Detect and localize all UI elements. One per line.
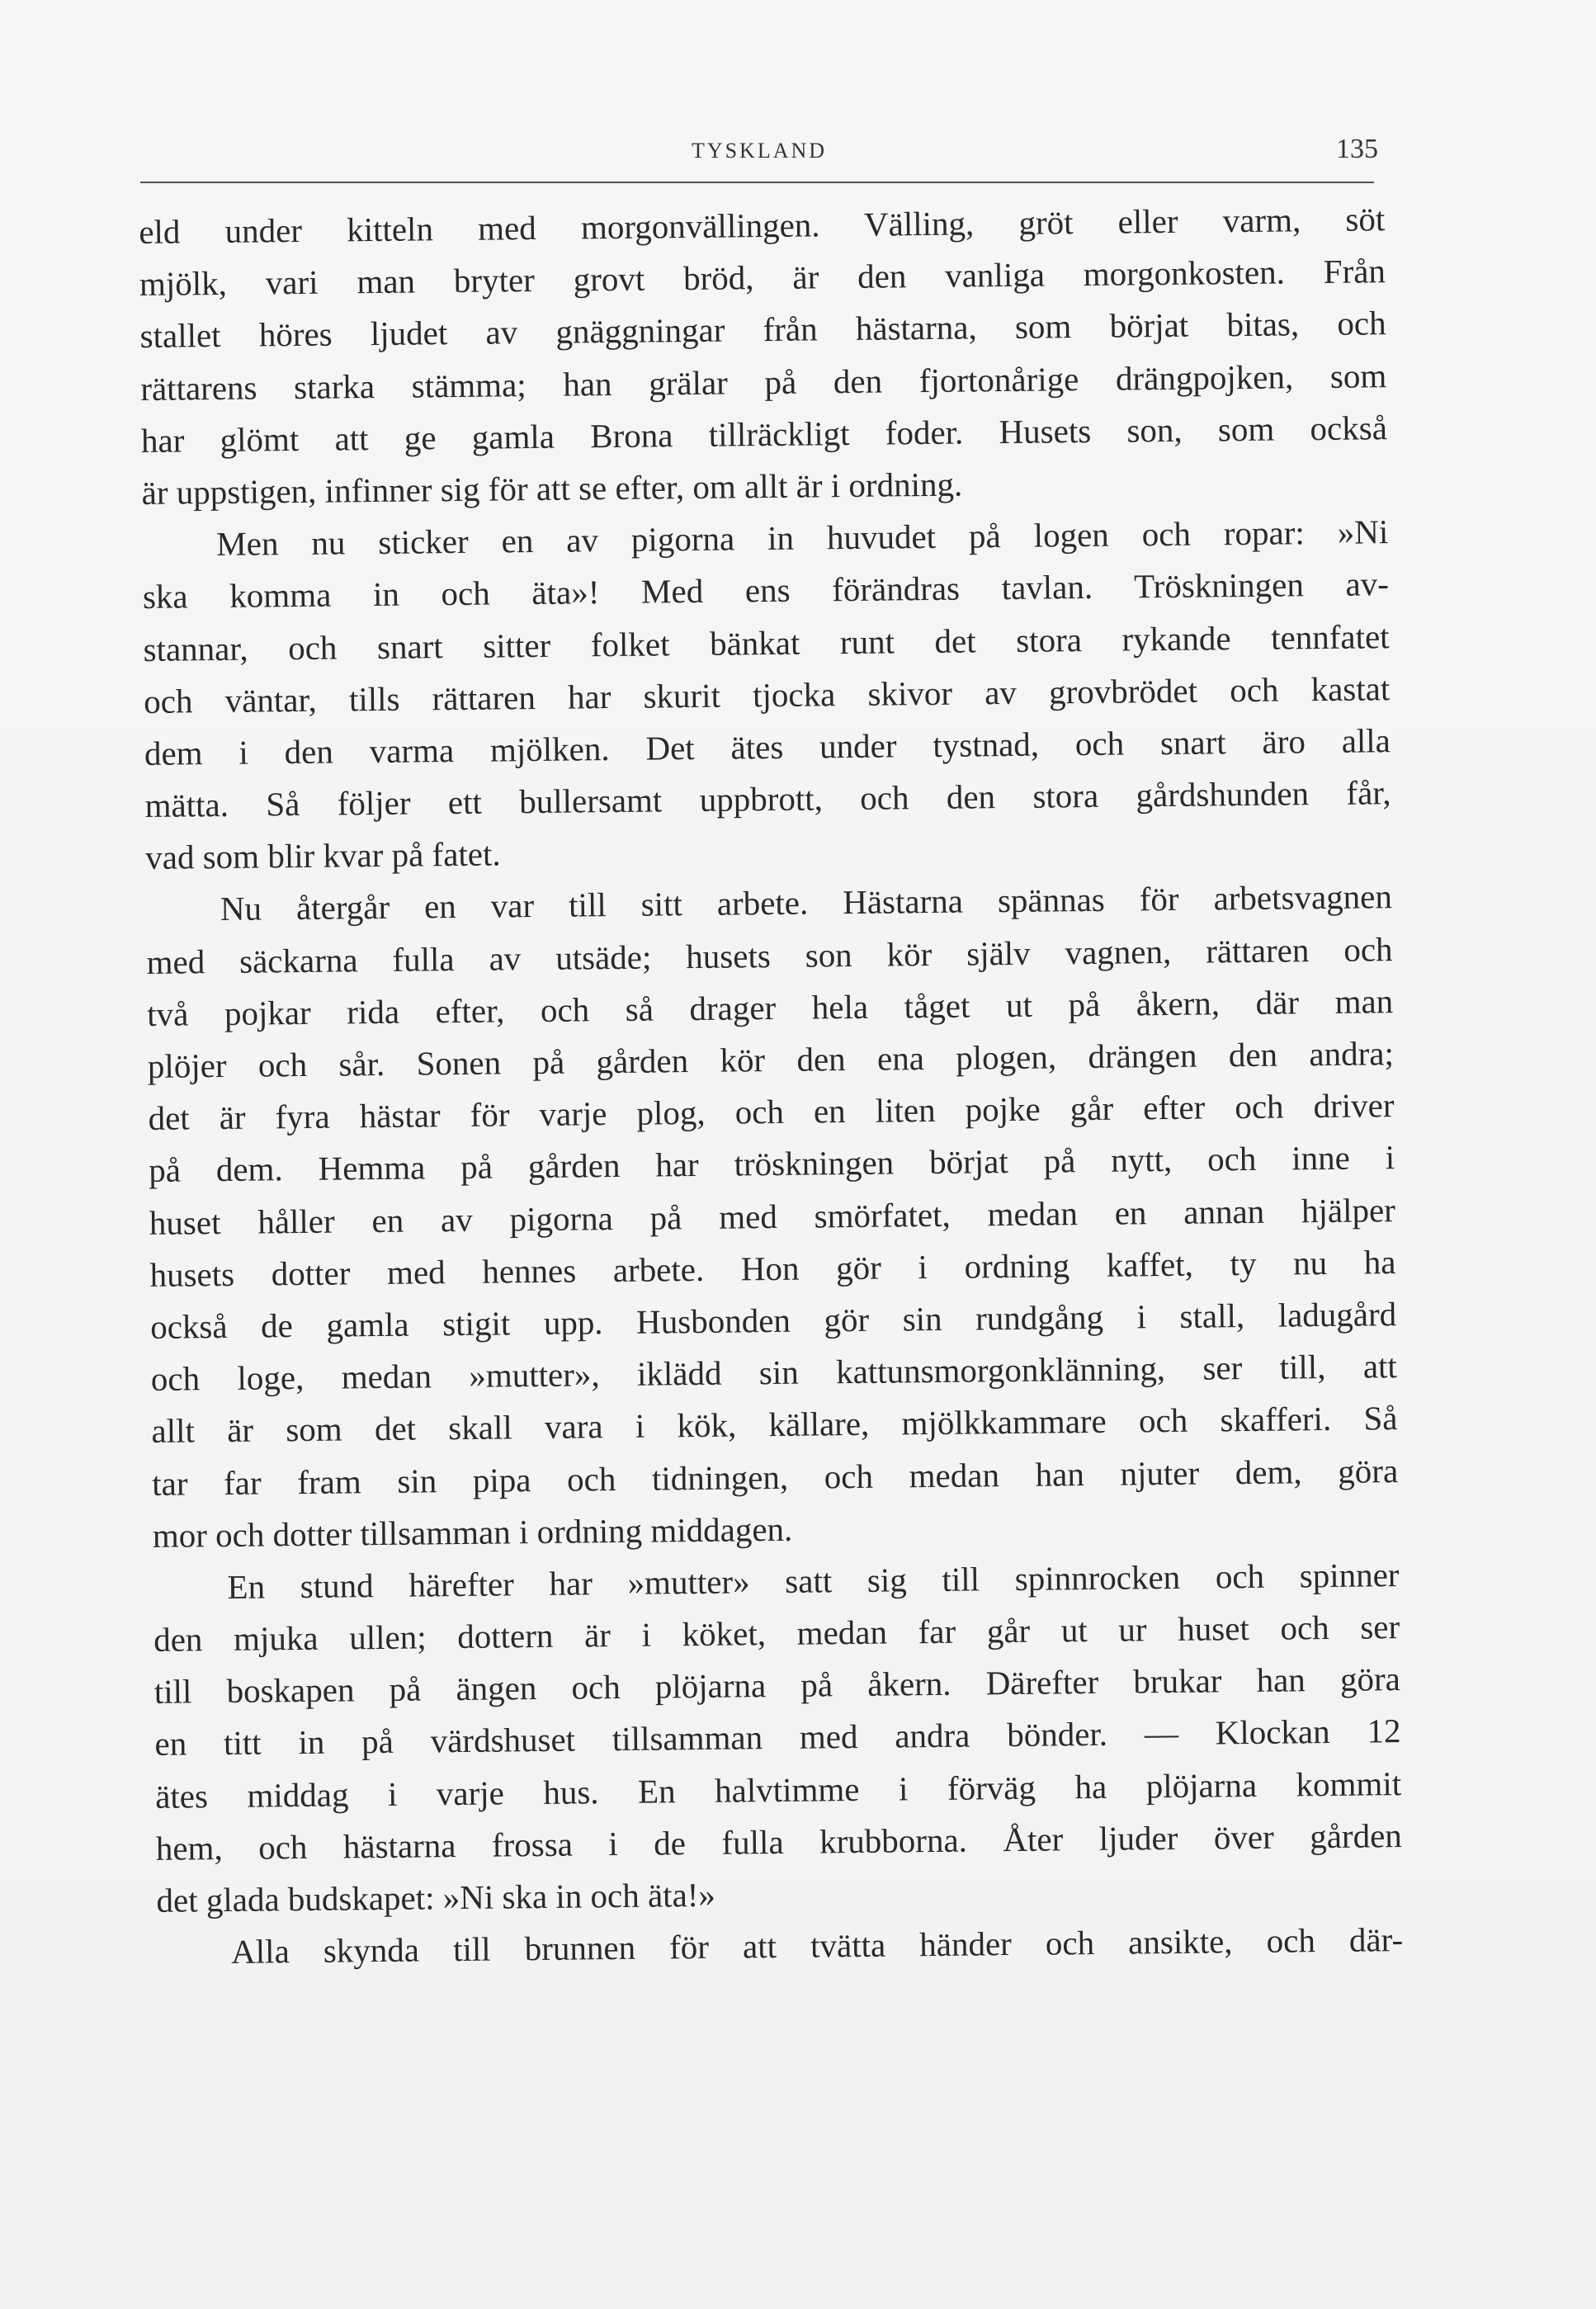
text-line: dem i den varma mjölken. Det ätes under tystnad, och snart äro alla	[144, 721, 1391, 772]
text-line: ätes middag i varje hus. En halvtimme i förväg ha plöjarna kommit	[154, 1764, 1402, 1816]
text-line: eld under kitteln med morgonvällingen. Välling, gröt eller varm, söt	[139, 200, 1386, 251]
text-line: Men nu sticker en av pigorna in huvudet på logen och ropar: »Ni	[216, 512, 1389, 564]
text-line: har glömt att ge gamla Brona tillräckligt foder. Husets son, som också	[140, 408, 1388, 460]
text-line: det är fyra hästar för varje plog, och en liten pojke går efter och driver	[148, 1086, 1395, 1138]
text-line: och loge, medan »mutter», iklädd sin kattunsmorgonklänning, ser till, att	[150, 1347, 1398, 1399]
text-line: till boskapen på ängen och plöjarna på åkern. Därefter brukar han göra	[153, 1660, 1401, 1712]
page-number: 135	[1336, 134, 1378, 164]
text-line: är uppstigen, infinner sig för att se efter, om allt är i ordning.	[141, 465, 963, 512]
text-line: husets dotter med hennes arbete. Hon gör i ordning kaffet, ty nu ha	[149, 1242, 1396, 1294]
text-line: hem, och hästarna frossa i de fulla krubborna. Åter ljuder över gården	[155, 1816, 1402, 1868]
text-line: på dem. Hemma på gården har tröskningen börjat på nytt, och inne i	[148, 1138, 1395, 1190]
text-line: med säckarna fulla av utsäde; husets son kör själv vagnen, rättaren och	[146, 929, 1393, 981]
header-rule	[140, 182, 1374, 183]
text-line: mätta. Så följer ett bullersamt uppbrott, och den stora gårdshunden får,	[144, 773, 1391, 825]
text-line: stannar, och snart sitter folket bänkat runt det stora rykande tennfatet	[143, 616, 1390, 668]
text-line: mor och dotter tillsamman i ordning middagen.	[152, 1509, 793, 1555]
text-line: En stund härefter har »mutter» satt sig till spinnrocken och spinner	[227, 1555, 1400, 1606]
text-line: den mjuka ullen; dottern är i köket, medan far går ut ur huset och ser	[153, 1608, 1400, 1659]
text-line: huset håller en av pigorna på med smörfatet, medan en annan hjälper	[149, 1190, 1396, 1242]
text-line: det glada budskapet: »Ni ska in och äta!»	[156, 1875, 716, 1919]
text-line: mjölk, vari man bryter grovt bröd, är den vanliga morgonkosten. Från	[139, 252, 1386, 304]
text-line: också de gamla stigit upp. Husbonden gör sin rundgång i stall, ladugård	[149, 1295, 1397, 1346]
text-line: och väntar, tills rättaren har skurit tjocka skivor av grovbrödet och kastat	[144, 668, 1391, 720]
running-head	[140, 132, 1378, 182]
text-line: plöjer och sår. Sonen på gården kör den ena plogen, drängen den andra;	[147, 1034, 1395, 1085]
text-line: en titt in på värdshuset tillsamman med andra bönder. — Klockan 12	[154, 1712, 1401, 1764]
text-line: stallet höres ljudet av gnäggningar från hästarna, som börjat bitas, och	[139, 304, 1386, 356]
text-line: Alla skynda till brunnen för att tvätta händer och ansikte, och där-	[230, 1920, 1404, 1971]
text-line: allt är som det skall vara i kök, källare, mjölkkammare och skafferi. Så	[151, 1399, 1398, 1451]
text-line: Nu återgår en var till sitt arbete. Hästarna spännas för arbetsvagnen	[220, 877, 1393, 928]
text-line: två pojkar rida efter, och så drager hela tåget ut på åkern, där man	[147, 981, 1394, 1033]
text-line: rättarens starka stämma; han grälar på den fjortonårige drängpojken, som	[140, 356, 1387, 408]
text-line: ska komma in och äta»! Med ens förändras tavlan. Tröskningen av-	[142, 564, 1390, 616]
body-text	[139, 193, 1403, 1979]
text-line: vad som blir kvar på fatet.	[145, 834, 501, 877]
running-title: TYSKLAND	[691, 139, 828, 163]
text-line: tar far fram sin pipa och tidningen, och medan han njuter dem, göra	[151, 1451, 1399, 1503]
